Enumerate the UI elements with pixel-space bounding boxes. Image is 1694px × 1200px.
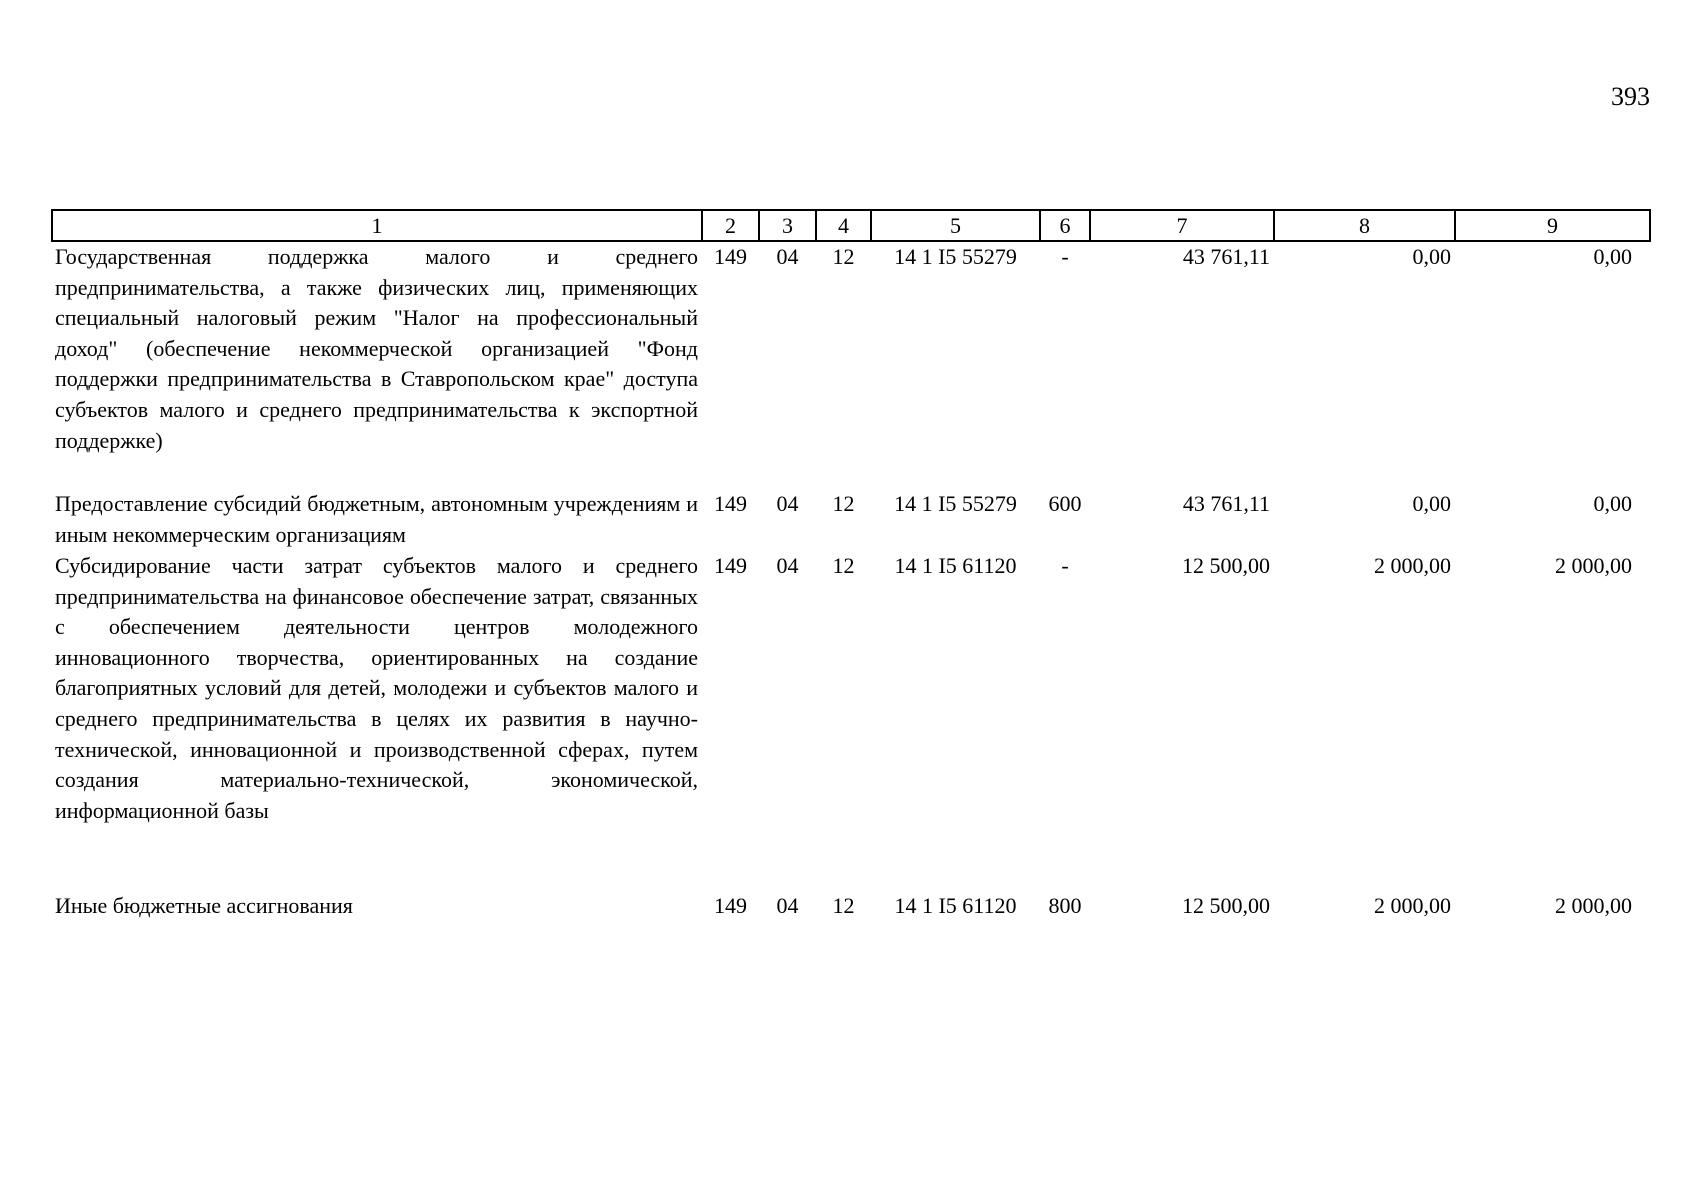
cell-col2: 149	[714, 491, 747, 516]
cell-col3: 04	[776, 553, 799, 578]
cell-col4: 12	[832, 491, 855, 516]
cell-col2: 149	[714, 893, 747, 918]
cell-col9: 2 000,00	[1555, 553, 1632, 578]
column-header: 5	[871, 210, 1040, 241]
column-header: 8	[1274, 210, 1455, 241]
cell-col8: 2 000,00	[1374, 553, 1451, 578]
cell-col4: 12	[832, 893, 855, 918]
row-description: Государственная поддержка малого и среднего предпринимательства, а также физических лиц, применяющих специальный налоговый режим "Налог на профессиональный доход" (обеспечение некоммерческой организацией "Фонд поддержки предпринимательства в Ставропольском крае" доступа субъектов малого и среднего предпринимательства к экспортной поддержке)	[55, 244, 698, 453]
cell-col8: 2 000,00	[1374, 893, 1451, 918]
table-row	[52, 489, 1650, 551]
cell-col4: 12	[832, 244, 855, 269]
cell-col8: 0,00	[1412, 491, 1451, 516]
column-header: 6	[1040, 210, 1090, 241]
cell-col9: 0,00	[1593, 244, 1632, 269]
row-description: Иные бюджетные ассигнования	[55, 893, 353, 918]
column-header: 2	[702, 210, 759, 241]
cell-col5: 14 1 I5 55279	[894, 491, 1017, 516]
cell-col3: 04	[776, 893, 799, 918]
cell-col6: 600	[1048, 491, 1082, 516]
cell-col5: 14 1 I5 55279	[894, 244, 1017, 269]
cell-col7: 43 761,11	[1182, 244, 1270, 269]
column-header: 4	[816, 210, 871, 241]
page-number: 393	[1611, 82, 1650, 111]
column-header: 7	[1090, 210, 1274, 241]
cell-col9: 0,00	[1593, 491, 1632, 516]
table-header-row	[52, 210, 1650, 241]
cell-col2: 149	[714, 244, 747, 269]
row-description: Субсидирование части затрат субъектов малого и среднего предпринимательства на финансовое обеспечение затрат, связанных с обеспечением деятельности центров молодежного инновационного творчества, ориентированных на создание благоприятных условий для детей, молодежи и субъектов малого и среднего предпринимательства в целях их развития в научно-технической, инновационной и производственной сферах, путем создания материально-технической, экономической, информационной базы	[55, 553, 698, 823]
table-row	[52, 551, 1650, 891]
cell-col2: 149	[714, 553, 747, 578]
budget-table	[51, 209, 1651, 931]
column-header: 3	[759, 210, 816, 241]
cell-col6: -	[1061, 553, 1069, 578]
cell-col5: 14 1 I5 61120	[894, 893, 1017, 918]
column-header: 1	[52, 210, 702, 241]
cell-col7: 12 500,00	[1182, 553, 1270, 578]
row-description: Предоставление субсидий бюджетным, автономным учреждениям и иным некоммерческим организациям	[55, 491, 698, 547]
cell-col6: -	[1061, 244, 1069, 269]
cell-col8: 0,00	[1412, 244, 1451, 269]
table-row	[52, 891, 1650, 931]
cell-col3: 04	[776, 244, 799, 269]
cell-col7: 43 761,11	[1182, 491, 1270, 516]
cell-col5: 14 1 I5 61120	[894, 553, 1017, 578]
cell-col9: 2 000,00	[1555, 893, 1632, 918]
cell-col6: 800	[1048, 893, 1082, 918]
column-header: 9	[1455, 210, 1650, 241]
table-row	[52, 241, 1650, 489]
cell-col4: 12	[832, 553, 855, 578]
cell-col3: 04	[776, 491, 799, 516]
cell-col7: 12 500,00	[1182, 893, 1270, 918]
